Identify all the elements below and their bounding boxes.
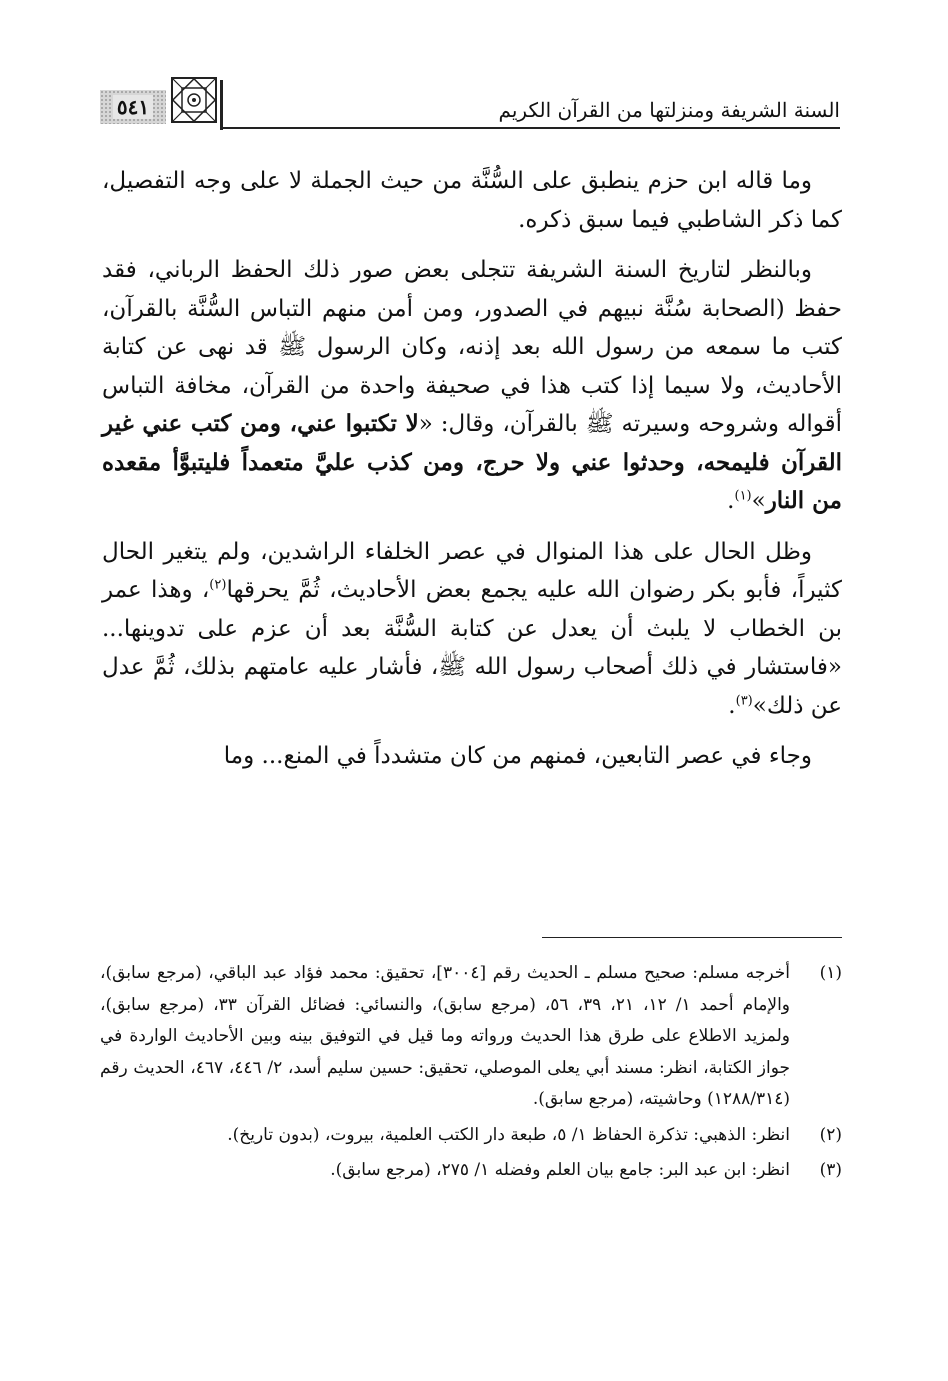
footnote-text: أخرجه مسلم: صحيح مسلم ـ الحديث رقم [٣٠٠٤]، تحقيق: محمد فؤاد عبد الباقي، (مرجع سابق)، والإمام أحمد ١/ ١٢، ٢١، ٣٩، ٥٦، (مرجع سابق)، والنسائي: فضائل القرآن ٣٣، (مرجع سابق)، ولمزيد الاطلاع على طرق هذا الحديث ورواته وما قيل في التوفيق بينه وبين الأحاديث الواردة في جواز الكتابة، انظر: مسند أبي يعلى الموصلي، تحقيق: حسين سليم أسد، ٢/ ٤٤٦، ٤٦٧، الحديث رقم (١٢٨٨/٣١٤) وحاشيته، (مرجع سابق).: [100, 963, 791, 1109]
footnote-text: انظر: ابن عبد البر: جامع بيان العلم وفضله ١/ ٢٧٥، (مرجع سابق).: [330, 1160, 790, 1180]
footnotes: [100, 958, 842, 1191]
paragraph-1: وما قاله ابن حزم ينطبق على السُّنَّة من حيث الجملة لا على وجه التفصيل، كما ذكر الشاطبي فيما سبق ذكره.: [102, 168, 842, 233]
footnote-ref-2: (٢): [209, 577, 227, 593]
hadith-quote: لا تكتبوا عني، ومن كتب عني غير القرآن فليمحه، وحدثوا عني ولا حرج، ومن كذب عليَّ متعمداً فليتبوَّأ مقعده من النار: [102, 410, 842, 514]
footnote-ref-1: (١): [734, 488, 752, 504]
footnote-number: (١): [819, 963, 842, 983]
footnote-number: (٢): [819, 1124, 842, 1145]
paragraph-3: وظل الحال على هذا المنوال في عصر الخلفاء الراشدين، ولم يتغير الحال كثيراً، فأبو بكر رضوان الله عليه يجمع بعض الأحاديث، ثُمَّ يحرقها$^{(٢)}$، وهذا عمر بن الخطاب لا يلبث أن يعدل عن كتابة السُّنَّة بعد أن عزم على تدوينها... «فاستشار في ذلك أصحاب رسول الله ﷺ، فأشار عليه عامتهم بذلك، ثُمَّ عدل عن ذلك»$^{(٣)}$.: [102, 538, 842, 719]
running-header: [100, 72, 840, 132]
footnote-number: (٣): [819, 1160, 842, 1180]
footnote-text: انظر: الذهبي: تذكرة الحفاظ ١/ ٥، طبعة دار الكتب العلمية، بيروت، (بدون تاريخ).: [227, 1124, 790, 1145]
page-number: ٥٤١: [113, 95, 153, 119]
footnote-separator: [542, 937, 842, 938]
footnote-3: [100, 1155, 842, 1187]
footnote-2: [100, 1120, 842, 1152]
geometric-ornament-icon: [170, 76, 218, 124]
paragraph-2: وبالنظر لتاريخ السنة الشريفة تتجلى بعض صور ذلك الحفظ الرباني، فقد حفظ (الصحابة سُنَّة نبيهم في الصدور، ومن أمن منهم التباس السُّنَّة بالقرآن، كتب ما سمعه من رسول الله بعد إذنه، وكان الرسول ﷺ قد نهى عن كتابة الأحاديث، ولا سيما إذا كتب هذا في صحيفة واحدة من القرآن، مخافة التباس أقواله وشروحه وسيرته ﷺ بالقرآن، وقال: «لا تكتبوا عني، ومن كتب عني غير القرآن فليمحه، وحدثوا عني ولا حرج، ومن كذب عليَّ متعمداً فليتبوَّأ مقعده من النار»$^{(١)}$.: [102, 257, 842, 514]
footnote-ref-3: (٣): [735, 692, 753, 708]
header-divider: [220, 80, 223, 130]
page-number-box: [100, 90, 166, 124]
paragraph-4: وجاء في عصر التابعين، فمنهم من كان متشدداً في المنع... وما: [223, 743, 812, 769]
header-rule: [220, 127, 840, 129]
running-header-title: السنة الشريفة ومنزلتها من القرآن الكريم: [498, 98, 840, 122]
footnote-1: [100, 958, 842, 1116]
main-text: [102, 162, 842, 788]
